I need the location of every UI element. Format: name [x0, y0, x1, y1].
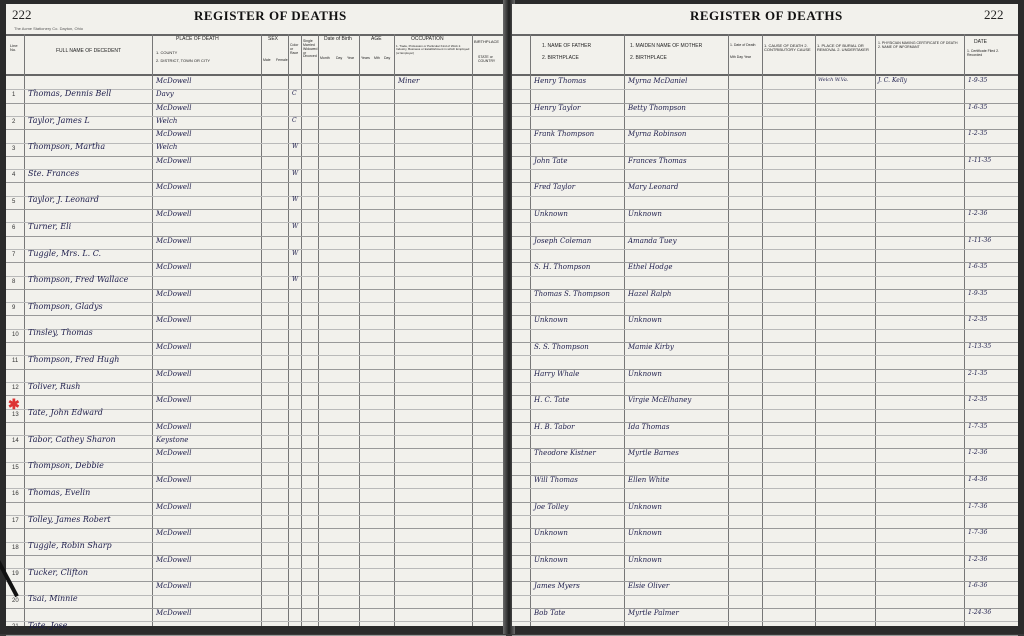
cell-date-filed: 1-9-35 — [968, 77, 988, 84]
row-subline — [512, 409, 1018, 410]
cell-father-name: Unknown — [534, 316, 568, 325]
cell-date-filed: 1-7-35 — [968, 422, 988, 430]
header-date-of-death: 1. Date of Death — [730, 43, 756, 47]
row-divider — [6, 635, 506, 636]
cell-color: C — [292, 116, 297, 124]
cell-decedent-name: Tuggle, Mrs. L. C. — [28, 248, 102, 258]
cell-decedent-name: Thomas, Evelin — [28, 488, 91, 497]
cell-county: McDowell — [156, 369, 192, 378]
cell-county: McDowell — [156, 343, 192, 351]
cell-decedent-name: Ste. Frances — [28, 168, 80, 178]
row-number: 1 — [12, 92, 16, 99]
cell-decedent-name: Tucker, Clifton — [28, 567, 88, 577]
row-divider — [512, 502, 1018, 503]
cell-county: McDowell — [156, 210, 192, 218]
cell-date-filed: 1-7-36 — [968, 529, 988, 537]
row-subline — [6, 382, 506, 383]
row-subline — [512, 89, 1018, 90]
row-divider — [512, 315, 1018, 316]
cell-occupation: Miner — [398, 77, 420, 85]
row-divider — [6, 103, 506, 104]
cell-father-name: Unknown — [534, 529, 568, 538]
cell-mother-name: Unknown — [628, 555, 662, 564]
row-number: 9 — [12, 305, 16, 312]
cell-decedent-name: Tolley, James Robert — [28, 514, 111, 524]
cell-county: McDowell — [156, 529, 192, 538]
row-divider — [512, 555, 1018, 556]
cell-decedent-name: Tate, John Edward — [28, 408, 103, 418]
row-divider — [6, 528, 506, 529]
cell-town: Davy — [156, 90, 174, 98]
cell-father-name: H. C. Tate — [534, 396, 570, 405]
cell-date-filed: 1-13-35 — [968, 343, 992, 350]
row-divider — [6, 369, 506, 370]
cell-decedent-name: Thompson, Fred Wallace — [28, 275, 129, 285]
row-divider — [6, 475, 506, 476]
header-dob-year: Year — [347, 56, 355, 60]
cell-county: McDowell — [156, 316, 192, 325]
row-number: 12 — [12, 384, 19, 391]
cell-father-name: James Myers — [534, 582, 580, 591]
row-divider — [512, 608, 1018, 609]
cell-decedent-name: Tabor, Cathey Sharon — [28, 434, 116, 444]
cell-mother-name: Ellen White — [628, 476, 670, 484]
cell-county: McDowell — [156, 289, 192, 298]
cell-father-name: Henry Thomas — [534, 77, 587, 85]
cell-mother-name: Myrna Robinson — [628, 130, 687, 139]
cell-county: McDowell — [156, 582, 192, 591]
row-subline — [512, 116, 1018, 117]
row-divider — [512, 369, 1018, 370]
row-divider — [6, 555, 506, 556]
row-divider — [6, 209, 506, 210]
cell-mother-name: Myrtle Barnes — [628, 449, 679, 458]
header-full-name: FULL NAME OF DECEDENT — [56, 48, 122, 54]
cell-county: McDowell — [156, 396, 192, 405]
cell-decedent-name: Taylor, James L — [28, 115, 90, 125]
row-divider — [6, 342, 506, 343]
cell-father-name: Unknown — [534, 555, 568, 564]
cell-date-filed: 2-1-35 — [968, 369, 988, 377]
cell-father-name: S. S. Thompson — [534, 343, 589, 351]
cell-town: Welch — [156, 116, 178, 125]
row-divider — [6, 129, 506, 130]
cell-county: McDowell — [156, 236, 192, 245]
cell-mother-name: Myrtle Palmer — [628, 609, 679, 617]
cell-decedent-name: Thomas, Dennis Bell — [28, 89, 112, 98]
cell-date-filed: 1-9-35 — [968, 289, 988, 297]
printer-line: The Acme Stationery Co. Dayton, Ohio — [14, 26, 83, 31]
header-place-of-death: PLACE OF DEATH — [176, 36, 219, 42]
row-divider — [512, 475, 1018, 476]
row-subline — [512, 515, 1018, 516]
header-age: AGE — [371, 36, 382, 42]
header-cause: 1. CAUSE OF DEATH 2. CONTRIBUTORY CAUSE — [764, 43, 811, 53]
cell-mother-name: Amanda Tuey — [628, 236, 677, 245]
row-divider — [512, 635, 1018, 636]
left-page-title: REGISTER OF DEATHS — [194, 8, 347, 23]
cell-date-filed: 1-6-35 — [968, 263, 988, 271]
header-date: DATE — [974, 39, 987, 45]
cell-father-name: Fred Taylor — [534, 183, 576, 192]
row-divider — [512, 156, 1018, 157]
header-mother-birthplace: 2. BIRTHPLACE — [630, 55, 667, 61]
row-number: 17 — [12, 517, 19, 524]
header-sex-male: Male — [263, 58, 271, 62]
row-subline — [512, 462, 1018, 463]
row-divider — [6, 182, 506, 183]
header-occupation-sub: 1. Trade, Profession or Particular Kind of Work 2. Industry, Business or Establishment in which Employed (or Employer) — [396, 44, 470, 55]
cell-decedent-name: Tsai, Minnie — [28, 594, 78, 604]
cell-color: C — [292, 90, 297, 97]
cell-mother-name: Unknown — [628, 369, 662, 378]
cell-father-name: Henry Taylor — [534, 103, 581, 112]
cell-color: W — [292, 223, 299, 230]
row-subline — [6, 595, 506, 596]
cell-decedent-name: Taylor, J. Leonard — [28, 195, 99, 205]
row-subline — [512, 143, 1018, 144]
row-subline — [512, 249, 1018, 250]
row-number: 21 — [12, 624, 19, 631]
row-subline — [512, 488, 1018, 489]
cell-mother-name: Mamie Kirby — [628, 343, 674, 351]
row-number: 7 — [12, 251, 16, 258]
row-divider — [6, 156, 506, 157]
cell-county: McDowell — [156, 263, 192, 272]
header-dod-sub: Mth Day Year — [730, 55, 752, 59]
row-divider — [6, 262, 506, 263]
cell-county: McDowell — [156, 77, 192, 85]
row-number: 5 — [12, 198, 16, 205]
row-number: 8 — [12, 278, 16, 285]
cell-decedent-name: Toliver, Rush — [28, 381, 81, 391]
cell-mother-name: Unknown — [628, 529, 662, 538]
header-age-days: Day — [384, 56, 391, 60]
row-subline — [512, 542, 1018, 543]
row-subline — [512, 568, 1018, 569]
cell-father-name: Thomas S. Thompson — [534, 289, 610, 298]
row-number: 18 — [12, 544, 19, 551]
cell-father-name: S. H. Thompson — [534, 263, 591, 272]
row-divider — [512, 528, 1018, 529]
row-subline — [512, 382, 1018, 383]
cell-father-name: Will Thomas — [534, 476, 578, 484]
row-subline — [6, 222, 506, 223]
left-page-number: 222 — [12, 7, 32, 22]
row-number: 4 — [12, 172, 16, 179]
row-divider — [6, 608, 506, 609]
row-number: 20 — [12, 597, 19, 604]
cell-mother-name: Hazel Ralph — [628, 289, 672, 298]
right-page — [512, 4, 1018, 626]
header-occupation: OCCUPATION — [411, 36, 444, 42]
cell-father-name: H. B. Tabor — [534, 422, 575, 431]
row-divider — [6, 236, 506, 237]
row-subline — [512, 621, 1018, 622]
cell-date-filed: 1-2-36 — [968, 555, 988, 563]
cell-decedent-name: Turner, Eli — [28, 222, 72, 231]
cell-father-name: Theodore Kistner — [534, 449, 596, 458]
row-subline — [512, 302, 1018, 303]
cell-date-filed: 1-2-36 — [968, 449, 988, 457]
cell-mother-name: Betty Thompson — [628, 103, 686, 112]
left-page — [6, 4, 506, 631]
cell-county: McDowell — [156, 502, 192, 511]
row-subline — [512, 196, 1018, 197]
cell-father-name: Frank Thompson — [534, 130, 595, 139]
cell-county: McDowell — [156, 449, 192, 458]
cell-date-filed: 1-2-35 — [968, 316, 988, 324]
cell-date-filed: 1-2-35 — [968, 396, 988, 404]
cell-mother-name: Unknown — [628, 502, 662, 511]
cell-county: McDowell — [156, 609, 192, 617]
header-sex: SEX — [268, 36, 279, 42]
row-divider — [6, 289, 506, 290]
cell-county: McDowell — [156, 156, 192, 165]
cell-mother-name: Ethel Hodge — [628, 263, 673, 272]
cell-father-name: Joseph Coleman — [534, 236, 592, 245]
row-subline — [6, 621, 506, 622]
right-page-number: 222 — [984, 7, 1004, 22]
row-divider — [512, 182, 1018, 183]
header-dob-month: Month — [320, 56, 330, 60]
cell-county: McDowell — [156, 555, 192, 564]
row-divider — [6, 315, 506, 316]
cell-county: McDowell — [156, 422, 192, 431]
row-divider — [512, 395, 1018, 396]
row-divider — [512, 209, 1018, 210]
row-number: 19 — [12, 571, 19, 578]
cell-county: McDowell — [156, 183, 192, 192]
row-divider — [6, 448, 506, 449]
header-father-birthplace: 2. BIRTHPLACE — [542, 55, 579, 61]
cell-mother-name: Myrna McDaniel — [628, 77, 688, 85]
cell-decedent-name: Thompson, Fred Hugh — [28, 355, 120, 364]
row-subline — [512, 276, 1018, 277]
header-sex-female: Female — [276, 58, 288, 62]
cell-decedent-name: Thompson, Martha — [28, 142, 106, 152]
cell-physician: J. C. Kelly — [878, 77, 908, 84]
header-marital: Single Married Widowed or Divorced — [303, 39, 318, 59]
header-birthplace: BIRTHPLACE — [474, 39, 500, 44]
row-number: 13 — [12, 411, 19, 418]
row-number: 14 — [12, 438, 19, 445]
row-subline — [512, 169, 1018, 170]
cell-date-filed: 1-11-36 — [968, 236, 992, 244]
row-divider — [512, 422, 1018, 423]
cell-father-name: Bob Tate — [534, 609, 566, 617]
cell-town: Keystone — [156, 435, 189, 444]
header-county: 1. COUNTY — [156, 50, 178, 55]
cell-decedent-name: Tuggle, Robin Sharp — [28, 541, 112, 551]
header-age-years: Years — [361, 56, 370, 60]
cell-decedent-name: Tate, Jose — [28, 621, 68, 630]
row-divider — [6, 395, 506, 396]
cell-color: W — [292, 169, 299, 177]
cell-county: McDowell — [156, 476, 192, 484]
cell-father-name: Harry Whale — [534, 369, 580, 378]
header-district: 2. DISTRICT, TOWN OR CITY — [156, 58, 211, 63]
cell-mother-name: Elsie Oliver — [628, 582, 670, 591]
red-asterisk-mark: ✱ — [8, 398, 20, 413]
row-number: 11 — [12, 358, 19, 365]
right-page-title: REGISTER OF DEATHS — [690, 8, 843, 23]
cell-mother-name: Unknown — [628, 210, 662, 218]
cell-date-filed: 1-6-36 — [968, 582, 988, 590]
cell-color: W — [292, 143, 299, 151]
row-number: 16 — [12, 491, 19, 498]
cell-date-filed: 1-2-35 — [968, 130, 988, 138]
row-subline — [512, 222, 1018, 223]
header-physician: 1. PHYSICIAN MAKING CERTIFICATE OF DEATH 2. NAME OF INFORMANT — [878, 41, 958, 49]
cell-mother-name: Virgie McElhaney — [628, 396, 692, 405]
cell-burial: Welch W.Va. — [818, 77, 849, 83]
row-subline — [512, 329, 1018, 330]
cell-father-name: Unknown — [534, 210, 568, 218]
header-father: 1. NAME OF FATHER — [542, 43, 592, 49]
row-divider — [6, 502, 506, 503]
row-divider — [6, 422, 506, 423]
cell-color: W — [292, 249, 299, 257]
row-divider — [6, 581, 506, 582]
row-subline — [512, 435, 1018, 436]
cell-mother-name: Ida Thomas — [628, 422, 670, 431]
cell-color: W — [292, 276, 299, 284]
cell-father-name: John Tate — [534, 156, 568, 165]
cell-decedent-name: Thompson, Gladys — [28, 301, 103, 311]
row-number: 10 — [12, 331, 19, 338]
header-color: Color or Race — [290, 43, 299, 55]
header-mother: 1. MAIDEN NAME OF MOTHER — [630, 43, 703, 49]
row-subline — [512, 595, 1018, 596]
row-number: 3 — [12, 145, 16, 152]
row-number: 6 — [12, 225, 16, 232]
cell-mother-name: Unknown — [628, 316, 662, 325]
cell-date-filed: 1-6-35 — [968, 103, 988, 111]
cell-decedent-name: Thompson, Debbie — [28, 461, 104, 471]
row-divider — [512, 581, 1018, 582]
cell-father-name: Joe Tolley — [534, 502, 569, 511]
cell-county: McDowell — [156, 103, 192, 112]
cell-decedent-name: Tinsley, Thomas — [28, 328, 93, 338]
cell-date-filed: 1-11-35 — [968, 156, 992, 164]
row-divider — [512, 103, 1018, 104]
cell-color: W — [292, 196, 299, 204]
cell-date-filed: 1-7-36 — [968, 502, 988, 510]
header-date-sub: 1. Certificate Filed 2. Recorded — [967, 49, 1000, 57]
row-number: 15 — [12, 464, 19, 471]
cell-town: Welch — [156, 143, 178, 152]
cell-mother-name: Mary Leonard — [628, 183, 679, 192]
row-subline — [512, 355, 1018, 356]
header-dob-day: Day — [336, 56, 343, 60]
header-age-months: Mth — [374, 56, 380, 60]
header-birthplace-sub: STATE or COUNTRY — [478, 55, 496, 63]
cell-date-filed: 1-24-36 — [968, 609, 992, 616]
header-line-no: Line No. — [10, 43, 18, 53]
header-date-of-birth: Date of Birth — [324, 36, 352, 42]
cell-date-filed: 1-4-36 — [968, 476, 988, 483]
cell-date-filed: 1-2-36 — [968, 210, 988, 217]
cell-county: McDowell — [156, 130, 192, 139]
row-number: 2 — [12, 118, 16, 125]
row-subline — [6, 169, 506, 170]
cell-mother-name: Frances Thomas — [628, 156, 687, 165]
header-burial: 1. PLACE OF BURIAL OR REMOVAL 2. UNDERTAKER — [817, 43, 869, 53]
